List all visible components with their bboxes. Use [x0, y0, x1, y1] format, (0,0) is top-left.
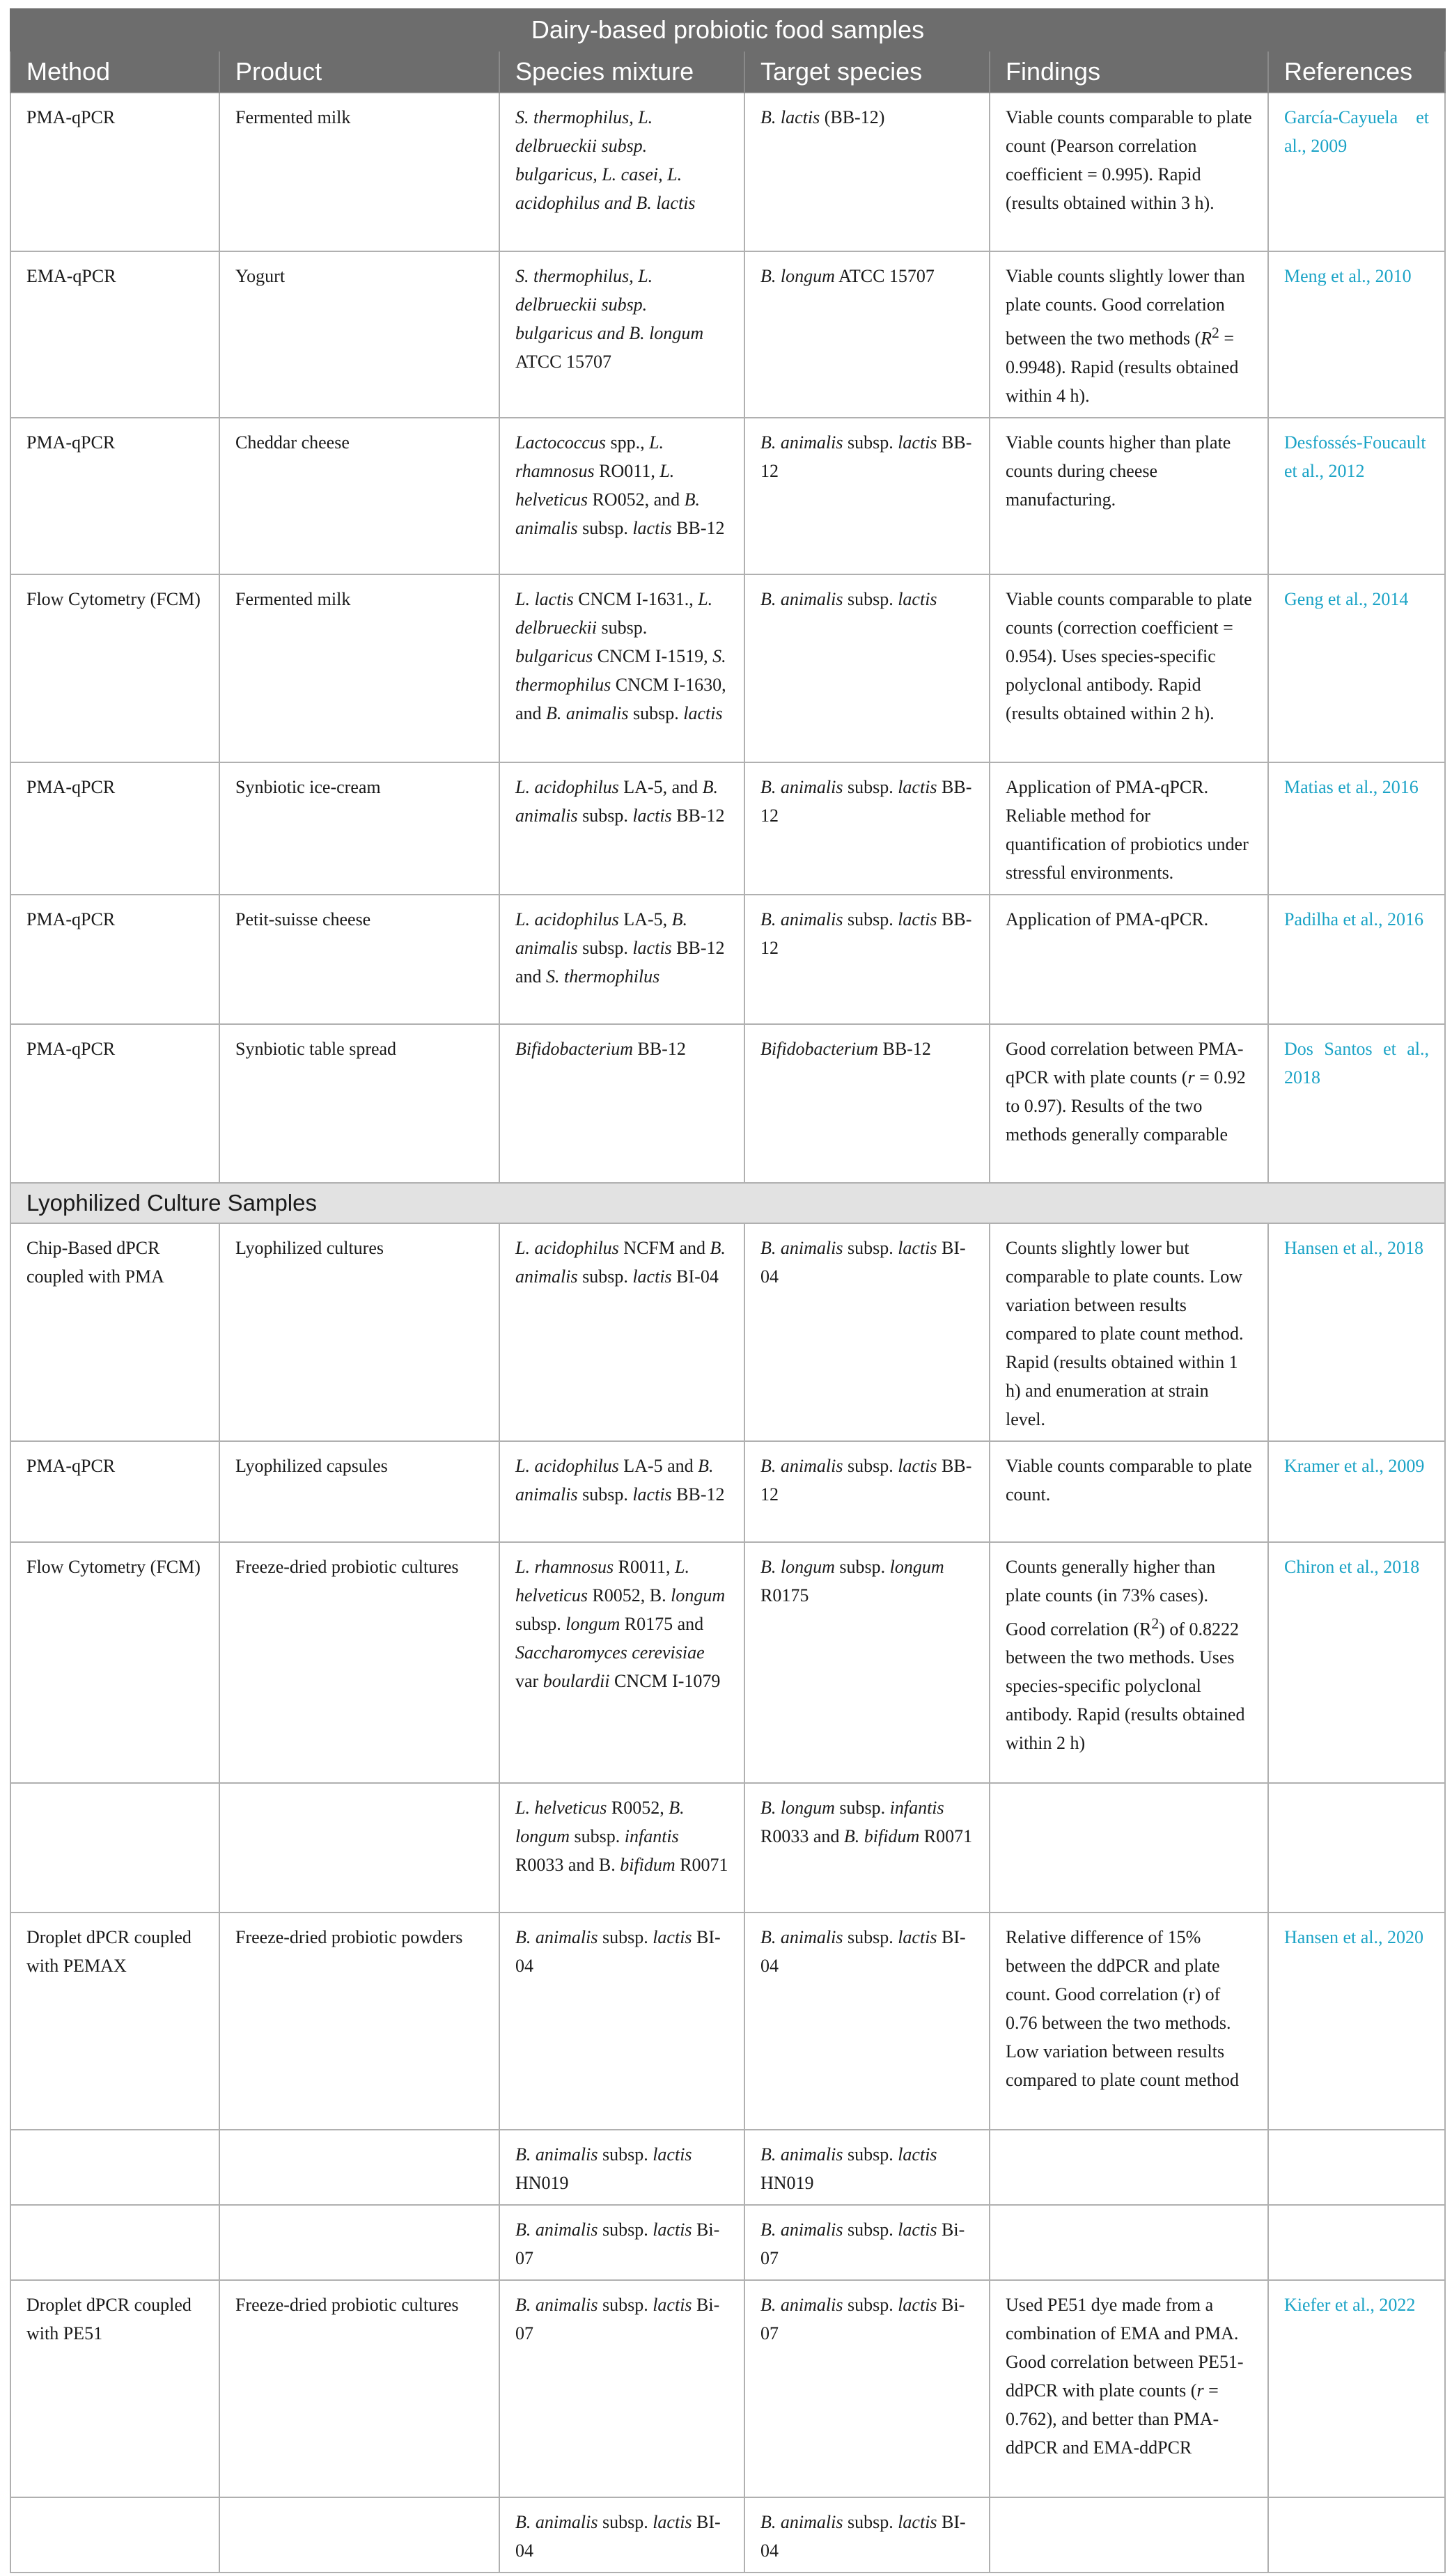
reference-link[interactable]: Desfossés-Foucault et al., 2012	[1268, 418, 1445, 574]
species-mixture-cell: L. lactis CNCM I-1631., L. delbrueckii subsp. bulgaricus CNCM I-1519, S. thermophilus CNCM I-1630, and B. animalis subsp. lactis	[499, 574, 744, 762]
findings-cell: Viable counts comparable to plate counts (correction coefficient = 0.954). Uses species-specific polyclonal antibody. Rapid (results obtained within 2 h).	[990, 574, 1268, 762]
findings-cell: Used PE51 dye made from a combination of EMA and PMA. Good correlation between PE51-ddPCR with plate counts (r = 0.762), and better than PMA-ddPCR and EMA-ddPCR	[990, 2280, 1268, 2497]
findings-cell: Counts generally higher than plate counts (in 73% cases). Good correlation $(R^2)$ of 0.8222 between the two methods. Uses species-specific polyclonal antibody. Rapid (results obtained within 2 h)	[990, 1542, 1268, 1783]
product-cell: Fermented milk	[219, 93, 499, 251]
reference-link	[1268, 1783, 1445, 1913]
table-row	[10, 574, 1445, 762]
product-cell: Cheddar cheese	[219, 418, 499, 574]
target-species-cell: B. animalis subsp. lactis	[744, 574, 990, 762]
method-cell	[10, 2130, 219, 2205]
method-cell: PMA-qPCR	[10, 762, 219, 895]
target-species-cell: B. lactis (BB-12)	[744, 93, 990, 251]
column-header-method: Method	[10, 51, 219, 93]
reference-link[interactable]: Padilha et al., 2016	[1268, 895, 1445, 1024]
species-mixture-cell: L. acidophilus LA-5, and B. animalis subsp. lactis BB-12	[499, 762, 744, 895]
reference-link	[1268, 2497, 1445, 2573]
findings-cell	[990, 2130, 1268, 2205]
target-species-cell: B. longum subsp. infantis R0033 and B. bifidum R0071	[744, 1783, 990, 1913]
table-container	[10, 8, 1444, 2573]
target-species-cell: B. animalis subsp. lactis BB-12	[744, 762, 990, 895]
product-cell: Lyophilized cultures	[219, 1223, 499, 1441]
findings-cell: Counts slightly lower but comparable to plate counts. Low variation between results compared to plate count method. Rapid (results obtained within 1 h) and enumeration at strain level.	[990, 1223, 1268, 1441]
reference-link[interactable]: Dos Santos et al., 2018	[1268, 1024, 1445, 1183]
method-cell: Chip-Based dPCR coupled with PMA	[10, 1223, 219, 1441]
reference-link[interactable]: Chiron et al., 2018	[1268, 1542, 1445, 1783]
table-row	[10, 1913, 1445, 2130]
product-cell: Freeze-dried probiotic powders	[219, 1913, 499, 2130]
findings-cell: Application of PMA-qPCR. Reliable method for quantification of probiotics under stressful environments.	[990, 762, 1268, 895]
species-mixture-cell: L. acidophilus LA-5 and B. animalis subsp. lactis BB-12	[499, 1441, 744, 1542]
product-cell: Synbiotic ice-cream	[219, 762, 499, 895]
product-cell: Lyophilized capsules	[219, 1441, 499, 1542]
target-species-cell: B. longum ATCC 15707	[744, 251, 990, 418]
target-species-cell: B. animalis subsp. lactis BI-04	[744, 2497, 990, 2573]
product-cell: Synbiotic table spread	[219, 1024, 499, 1183]
method-cell: Flow Cytometry (FCM)	[10, 1542, 219, 1783]
species-mixture-cell: Bifidobacterium BB-12	[499, 1024, 744, 1183]
table-title-row	[10, 9, 1445, 51]
column-header-findings: Findings	[990, 51, 1268, 93]
table-row	[10, 2497, 1445, 2573]
product-cell: Freeze-dried probiotic cultures	[219, 1542, 499, 1783]
product-cell	[219, 2130, 499, 2205]
method-cell: PMA-qPCR	[10, 418, 219, 574]
table-row	[10, 2205, 1445, 2280]
table-header-row	[10, 51, 1445, 93]
product-cell	[219, 2205, 499, 2280]
method-cell: PMA-qPCR	[10, 1024, 219, 1183]
target-species-cell: B. animalis subsp. lactis BB-12	[744, 1441, 990, 1542]
findings-cell: Viable counts comparable to plate count.	[990, 1441, 1268, 1542]
product-cell	[219, 2497, 499, 2573]
reference-link[interactable]: García-Cayuela et al., 2009	[1268, 93, 1445, 251]
findings-cell: Viable counts slightly lower than plate counts. Good correlation between the two methods $(R^2 = 0.9948)$. Rapid (results obtained within 4 h).	[990, 251, 1268, 418]
species-mixture-cell: B. animalis subsp. lactis BI-04	[499, 1913, 744, 2130]
reference-link	[1268, 2205, 1445, 2280]
table-row	[10, 895, 1445, 1024]
table-row	[10, 1783, 1445, 1913]
method-cell: PMA-qPCR	[10, 93, 219, 251]
column-header-references: References	[1268, 51, 1445, 93]
table-row	[10, 762, 1445, 895]
reference-link	[1268, 2130, 1445, 2205]
method-cell: PMA-qPCR	[10, 895, 219, 1024]
findings-cell: Relative difference of 15% between the ddPCR and plate count. Good correlation (r) of 0.76 between the two methods. Low variation between results compared to plate count method	[990, 1913, 1268, 2130]
species-mixture-cell: S. thermophilus, L. delbrueckii subsp. bulgaricus, L. casei, L. acidophilus and B. lactis	[499, 93, 744, 251]
findings-cell: Application of PMA-qPCR.	[990, 895, 1268, 1024]
target-species-cell: B. animalis subsp. lactis Bi-07	[744, 2205, 990, 2280]
species-mixture-cell: L. acidophilus NCFM and B. animalis subsp. lactis BI-04	[499, 1223, 744, 1441]
species-mixture-cell: L. helveticus R0052, B. longum subsp. infantis R0033 and B. bifidum R0071	[499, 1783, 744, 1913]
product-cell: Freeze-dried probiotic cultures	[219, 2280, 499, 2497]
findings-cell	[990, 1783, 1268, 1913]
table-row	[10, 93, 1445, 251]
column-header-product: Product	[219, 51, 499, 93]
findings-cell: Viable counts comparable to plate count (Pearson correlation coefficient = 0.995). Rapid (results obtained within 3 h).	[990, 93, 1268, 251]
table-row	[10, 1024, 1445, 1183]
species-mixture-cell: L. rhamnosus R0011, L. helveticus R0052, B. longum subsp. longum R0175 and Saccharomyces cerevisiae var boulardii CNCM I-1079	[499, 1542, 744, 1783]
section-header-row	[10, 1183, 1445, 1223]
target-species-cell: B. animalis subsp. lactis HN019	[744, 2130, 990, 2205]
species-mixture-cell: L. acidophilus LA-5, B. animalis subsp. lactis BB-12 and S. thermophilus	[499, 895, 744, 1024]
method-cell: PMA-qPCR	[10, 1441, 219, 1542]
findings-cell: Good correlation between PMA-qPCR with plate counts (r = 0.92 to 0.97). Results of the two methods generally comparable	[990, 1024, 1268, 1183]
reference-link[interactable]: Matias et al., 2016	[1268, 762, 1445, 895]
reference-link[interactable]: Kramer et al., 2009	[1268, 1441, 1445, 1542]
reference-link[interactable]: Geng et al., 2014	[1268, 574, 1445, 762]
findings-cell	[990, 2205, 1268, 2280]
target-species-cell: Bifidobacterium BB-12	[744, 1024, 990, 1183]
column-header-species-mixture: Species mixture	[499, 51, 744, 93]
target-species-cell: B. animalis subsp. lactis BI-04	[744, 1913, 990, 2130]
species-mixture-cell: B. animalis subsp. lactis Bi-07	[499, 2280, 744, 2497]
table-row	[10, 251, 1445, 418]
column-header-target-species: Target species	[744, 51, 990, 93]
species-mixture-cell: B. animalis subsp. lactis BI-04	[499, 2497, 744, 2573]
reference-link[interactable]: Meng et al., 2010	[1268, 251, 1445, 418]
method-cell	[10, 1783, 219, 1913]
product-cell: Petit-suisse cheese	[219, 895, 499, 1024]
species-mixture-cell: Lactococcus spp., L. rhamnosus RO011, L. helveticus RO052, and B. animalis subsp. lactis BB-12	[499, 418, 744, 574]
method-cell: Droplet dPCR coupled with PE51	[10, 2280, 219, 2497]
table-row	[10, 2280, 1445, 2497]
table-body	[10, 93, 1445, 2573]
findings-cell	[990, 2497, 1268, 2573]
species-mixture-cell: S. thermophilus, L. delbrueckii subsp. bulgaricus and B. longum ATCC 15707	[499, 251, 744, 418]
table-row	[10, 1542, 1445, 1783]
reference-link[interactable]: Hansen et al., 2018	[1268, 1223, 1445, 1441]
target-species-cell: B. animalis subsp. lactis BB-12	[744, 895, 990, 1024]
target-species-cell: B. animalis subsp. lactis Bi-07	[744, 2280, 990, 2497]
findings-cell: Viable counts higher than plate counts during cheese manufacturing.	[990, 418, 1268, 574]
table-row	[10, 418, 1445, 574]
target-species-cell: B. animalis subsp. lactis BI-04	[744, 1223, 990, 1441]
reference-link[interactable]: Kiefer et al., 2022	[1268, 2280, 1445, 2497]
method-cell	[10, 2497, 219, 2573]
product-cell: Yogurt	[219, 251, 499, 418]
target-species-cell: B. longum subsp. longum R0175	[744, 1542, 990, 1783]
species-mixture-cell: B. animalis subsp. lactis HN019	[499, 2130, 744, 2205]
target-species-cell: B. animalis subsp. lactis BB-12	[744, 418, 990, 574]
section-header: Lyophilized Culture Samples	[10, 1183, 1445, 1223]
table-title: Dairy-based probiotic food samples	[10, 9, 1445, 51]
reference-link[interactable]: Hansen et al., 2020	[1268, 1913, 1445, 2130]
method-cell: Droplet dPCR coupled with PEMAX	[10, 1913, 219, 2130]
method-cell: EMA-qPCR	[10, 251, 219, 418]
table-row	[10, 1223, 1445, 1441]
species-mixture-cell: B. animalis subsp. lactis Bi-07	[499, 2205, 744, 2280]
product-cell	[219, 1783, 499, 1913]
method-cell: Flow Cytometry (FCM)	[10, 574, 219, 762]
method-cell	[10, 2205, 219, 2280]
table-row	[10, 2130, 1445, 2205]
probiotic-methods-table	[10, 8, 1446, 2573]
table-row	[10, 1441, 1445, 1542]
product-cell: Fermented milk	[219, 574, 499, 762]
